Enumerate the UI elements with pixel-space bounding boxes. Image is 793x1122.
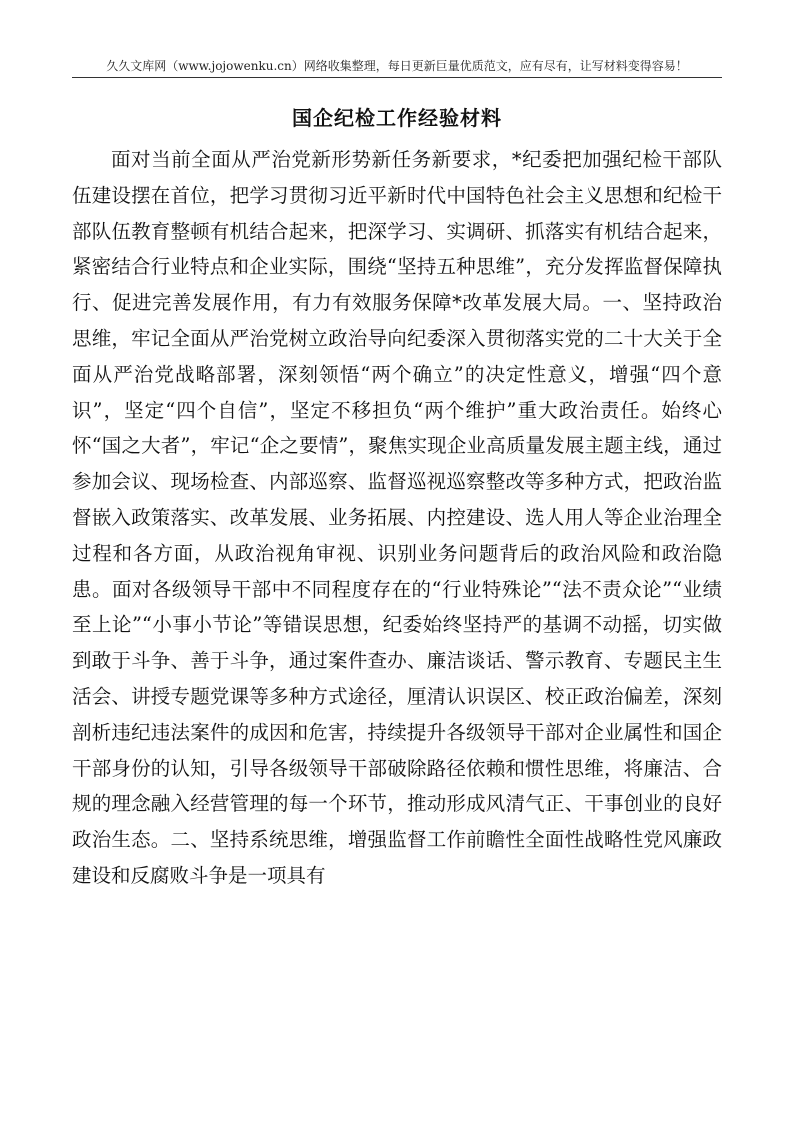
header-divider: [72, 77, 722, 78]
document-title: 国企纪检工作经验材料: [292, 106, 502, 130]
page-header-text: 久久文库网（www.jojowenku.cn）网络收集整理，每日更新巨量优质范文，应有尽有，让写材料变得容易！: [106, 59, 688, 73]
document-body-paragraph: 面对当前全面从严治党新形势新任务新要求，*纪委把加强纪检干部队伍建设摆在首位，把学习贯彻习近平新时代中国特色社会主义思想和纪检干部队伍教育整顿有机结合起来，把深学习、实调研、抓落实有机结合起来，紧密结合行业特点和企业实际，围绕“坚持五种思维”，充分发挥监督保障执行、促进完善发展作用，有力有效服务保障*改革发展大局。一、坚持政治思维，牢记全面从严治党树立政治导向纪委深入贯彻落实党的二十大关于全面从严治党战略部署，深刻领悟“两个确立”的决定性意义，增强“四个意识”，坚定“四个自信”，坚定不移担负“两个维护”重大政治责任。始终心怀“国之大者”，牢记“企之要情”，聚焦实现企业高质量发展主题主线，通过参加会议、现场检查、内部巡察、监督巡视巡察整改等多种方式，把政治监督嵌入政策落实、改革发展、业务拓展、内控建设、选人用人等企业治理全过程和各方面，从政治视角审视、识别业务问题背后的政治风险和政治隐患。面对各级领导干部中不同程度存在的“行业特殊论”“法不责众论”“业绩至上论”“小事小节论”等错误思想，纪委始终坚持严的基调不动摇，切实做到敢于斗争、善于斗争，通过案件查办、廉洁谈话、警示教育、专题民主生活会、讲授专题党课等多种方式途径，厘清认识误区、校正政治偏差，深刻剖析违纪违法案件的成因和危害，持续提升各级领导干部对企业属性和国企干部身份的认知，引导各级领导干部破除路径依赖和惯性思维，将廉洁、合规的理念融入经营管理的每一个环节，推动形成风清气正、干事创业的良好政治生态。二、坚持系统思维，增强监督工作前瞻性全面性战略性党风廉政建设和反腐败斗争是一项具有: [72, 148, 722, 887]
